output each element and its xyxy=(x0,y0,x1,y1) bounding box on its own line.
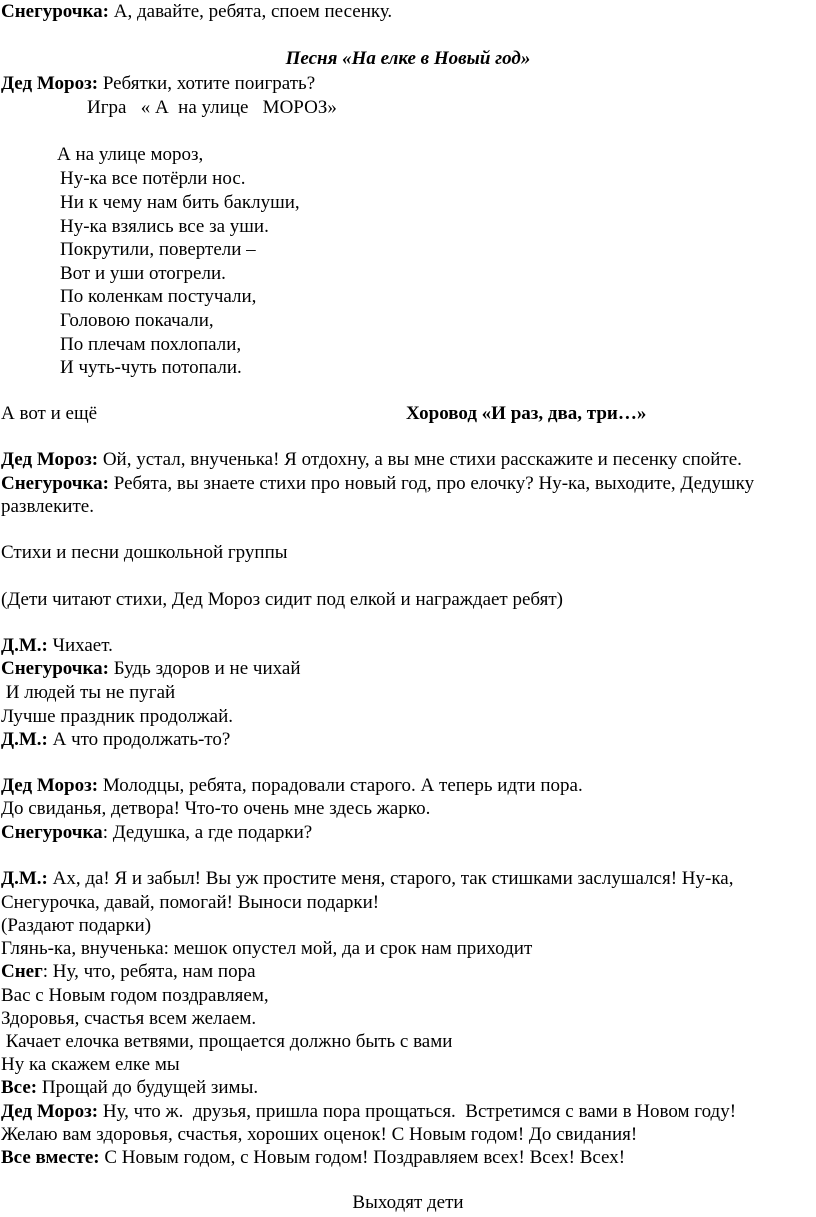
speaker: Снегурочка: xyxy=(1,1,110,22)
line-all xyxy=(1,1076,258,1100)
line-snegurochka-4 xyxy=(1,821,312,845)
line-dm-3 xyxy=(1,867,734,891)
line-sneg xyxy=(1,960,256,984)
speaker: Д.М.: xyxy=(1,635,48,656)
speech: Будь здоров и не чихай xyxy=(109,658,301,679)
speech: Ой, устал, внученька! Я отдохну, а вы мне стихи расскажите и песенку спойте. xyxy=(98,449,742,470)
line-continuation: До свиданья, детвора! Что-то очень мне здесь жарко. xyxy=(1,798,431,819)
line-continuation: развлеките. xyxy=(1,496,94,517)
speaker: Снегурочка: xyxy=(1,658,110,679)
line-continuation: Лучше праздник продолжай. xyxy=(1,706,234,727)
song-title: Песня «На елке в Новый год» xyxy=(285,48,531,69)
speaker: Дед Мороз: xyxy=(1,1101,99,1122)
speech: : Дедушка, а где подарки? xyxy=(102,822,313,843)
poem-line: А на улице мороз, xyxy=(57,144,204,165)
line-continuation: И людей ты не пугай xyxy=(1,682,176,703)
speech: Чихает. xyxy=(47,635,113,656)
line-continuation: Качает елочка ветвями, прощается должно быть с вами xyxy=(1,1031,453,1052)
line-continuation: Желаю вам здоровья, счастья, хороших оценок! С Новым годом! До свидания! xyxy=(1,1124,638,1145)
poem-line: Ну-ка все потёрли нос. xyxy=(60,168,246,189)
line-continuation: Вас с Новым годом поздравляем, xyxy=(1,985,269,1006)
line-ded-moroz-1 xyxy=(1,72,315,96)
speaker: Дед Мороз: xyxy=(1,775,99,796)
speech: Ну, что ж. друзья, пришла пора прощаться. Встретимся с вами в Новом году! xyxy=(98,1101,737,1122)
preschool-heading: Стихи и песни дошкольной группы xyxy=(1,542,288,563)
line-ded-moroz-3 xyxy=(1,774,583,798)
and-more-text: А вот и ещё xyxy=(1,403,98,424)
speaker: Снегурочка: xyxy=(1,473,110,494)
poem-line: Вот и уши отогрели. xyxy=(60,263,226,284)
poem-line: Ни к чему нам бить баклуши, xyxy=(60,192,300,213)
line-continuation: Глянь-ка, внученька: мешок опустел мой, да и срок нам приходит xyxy=(1,938,533,959)
line-all-together xyxy=(1,1146,625,1170)
speech: Прощай до будущей зимы. xyxy=(37,1077,259,1098)
poem-line: И чуть-чуть потопали. xyxy=(60,357,242,378)
line-snegurochka-2 xyxy=(1,472,754,496)
speaker: Д.М.: xyxy=(1,868,48,889)
speaker: Д.М.: xyxy=(1,729,48,750)
speaker: Дед Мороз: xyxy=(1,73,99,94)
speech: Ах, да! Я и забыл! Вы уж простите меня, старого, так стишками заслушался! Ну-ка, xyxy=(47,868,734,889)
speaker: Все вместе: xyxy=(1,1147,100,1168)
line-snegurochka-3 xyxy=(1,657,300,681)
poem-line: Ну-ка взялись все за уши. xyxy=(60,216,269,237)
speech: : Ну, что, ребята, нам пора xyxy=(42,961,256,982)
poem-line: По коленкам постучали, xyxy=(60,286,257,307)
line-dm-2 xyxy=(1,728,230,752)
speech: А, давайте, ребята, споем песенку. xyxy=(109,1,393,22)
line-continuation: Здоровья, счастья всем желаем. xyxy=(1,1008,257,1029)
speech: А что продолжать-то? xyxy=(47,729,231,750)
speaker: Снег xyxy=(1,961,43,982)
line-dm-1 xyxy=(1,634,113,658)
speaker: Все: xyxy=(1,1077,38,1098)
line-continuation: Ну ка скажем елке мы xyxy=(1,1054,180,1075)
khorovod-title: Хоровод «И раз, два, три…» xyxy=(406,403,647,424)
poem-line: Покрутили, повертели – xyxy=(60,239,256,260)
speaker: Снегурочка xyxy=(1,822,103,843)
speech: С Новым годом, с Новым годом! Поздравляем всех! Всех! Всех! xyxy=(99,1147,626,1168)
speaker: Дед Мороз: xyxy=(1,449,99,470)
speech: Ребятки, хотите поиграть? xyxy=(98,73,316,94)
line-ded-moroz-4 xyxy=(1,1100,736,1124)
poem-line: Головою покачали, xyxy=(60,310,214,331)
stage-direction: (Дети читают стихи, Дед Мороз сидит под елкой и награждает ребят) xyxy=(1,589,563,610)
line-continuation: Снегурочка, давай, помогай! Выноси подарки! xyxy=(1,892,380,913)
closing-stage-direction: Выходят дети xyxy=(352,1192,464,1213)
stage-direction: (Раздают подарки) xyxy=(1,915,152,936)
poem-line: По плечам похлопали, xyxy=(60,334,242,355)
game-title: Игра « А на улице МОРОЗ» xyxy=(87,97,337,118)
speech: Молодцы, ребята, порадовали старого. А теперь идти пора. xyxy=(98,775,583,796)
speech: Ребята, вы знаете стихи про новый год, про елочку? Ну-ка, выходите, Дедушку xyxy=(109,473,755,494)
line-ded-moroz-2 xyxy=(1,448,742,472)
line-snegurochka-1 xyxy=(1,0,392,24)
